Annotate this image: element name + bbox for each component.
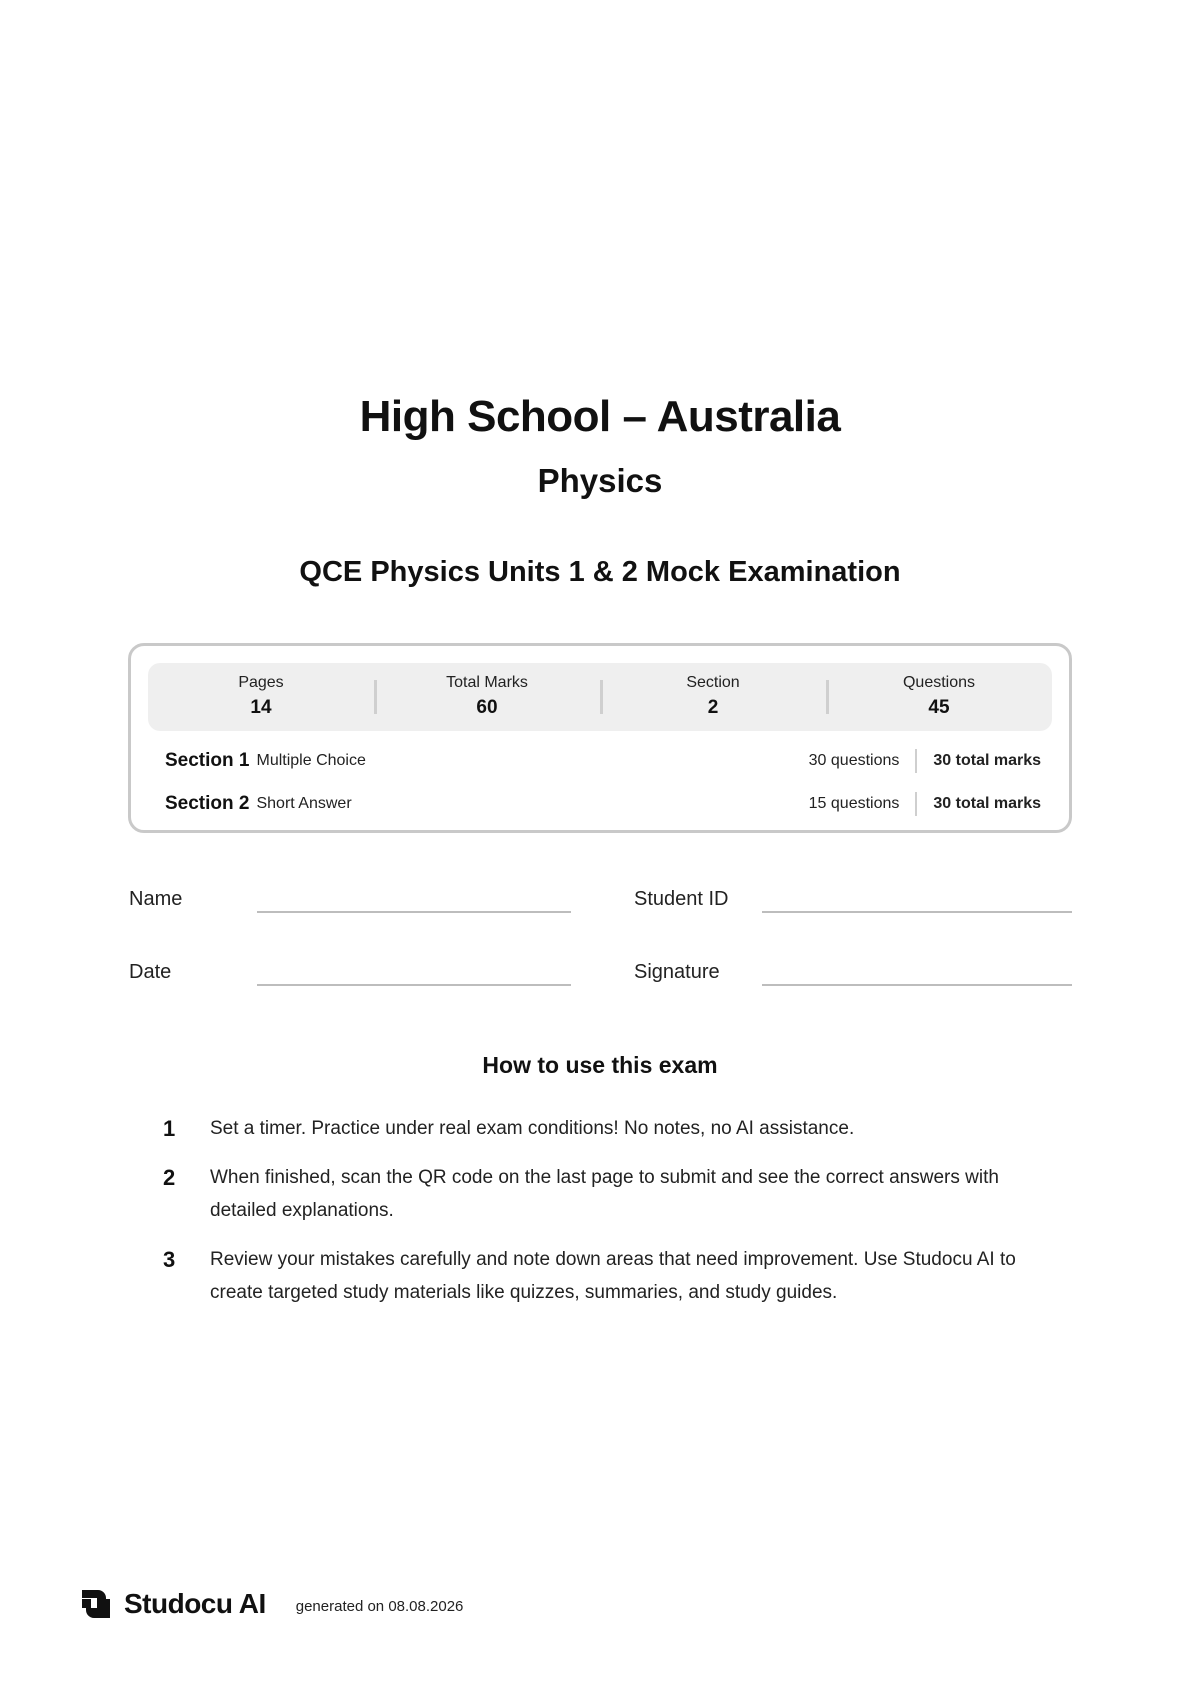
stat-value: 60: [476, 697, 498, 718]
stat-label: Questions: [902, 674, 976, 691]
howto-steps: [160, 1112, 1060, 1325]
stat-label: Section: [686, 674, 740, 691]
page-title: High School – Australia: [359, 392, 841, 441]
stat-value: 14: [250, 697, 272, 718]
date-label: Date: [129, 961, 172, 983]
date-field[interactable]: [257, 984, 571, 986]
stat-label: Pages: [238, 674, 284, 691]
section-question-count: 15 questions: [808, 795, 900, 812]
step-text: Review your mistakes carefully and note down areas that need improvement. Use Studocu AI to create targeted study materials like quizzes, summaries, and study guides.: [210, 1249, 1016, 1303]
student-id-label: Student ID: [634, 888, 729, 910]
section-name: Section 2: [165, 793, 250, 814]
stat-value: 45: [928, 697, 950, 718]
step-number: 1: [163, 1116, 176, 1141]
step-text: When finished, scan the QR code on the last page to submit and see the correct answers with detailed explanations.: [210, 1167, 999, 1221]
section-question-count: 30 questions: [808, 752, 900, 769]
stat-pages: [148, 663, 374, 731]
exam-info-box: [128, 643, 1072, 833]
exam-stats-bar: [148, 663, 1052, 731]
exam-title: QCE Physics Units 1 & 2 Mock Examination: [299, 556, 901, 588]
step-text: Set a timer. Practice under real exam conditions! No notes, no AI assistance.: [210, 1118, 855, 1139]
stat-section: [600, 663, 826, 731]
name-label: Name: [129, 888, 183, 910]
divider: [915, 792, 917, 816]
divider: [915, 749, 917, 773]
section-marks: 30 total marks: [933, 752, 1041, 769]
section-marks: 30 total marks: [933, 795, 1041, 812]
howto-title: How to use this exam: [482, 1052, 718, 1078]
stat-label: Total Marks: [446, 674, 528, 691]
step-number: 2: [163, 1165, 176, 1190]
signature-field[interactable]: [762, 984, 1072, 986]
footer: [78, 1584, 463, 1624]
generated-date: generated on 08.08.2026: [295, 1597, 464, 1615]
section-type: Short Answer: [256, 795, 352, 812]
list-item: [160, 1161, 1060, 1227]
studocu-logo-icon: [78, 1586, 114, 1622]
stat-value: 2: [707, 697, 719, 718]
stat-total-marks: [374, 663, 600, 731]
step-number: 3: [163, 1247, 176, 1272]
section-row-2: [165, 789, 1041, 819]
subject-title: Physics: [537, 462, 663, 499]
section-name: Section 1: [165, 750, 250, 771]
list-item: [160, 1243, 1060, 1309]
brand-name: Studocu AI: [124, 1588, 266, 1619]
name-field[interactable]: [257, 911, 571, 913]
stat-questions: [826, 663, 1052, 731]
section-type: Multiple Choice: [256, 752, 366, 769]
student-id-field[interactable]: [762, 911, 1072, 913]
section-row-1: [165, 746, 1041, 776]
list-item: [160, 1112, 1060, 1145]
signature-label: Signature: [634, 961, 720, 983]
